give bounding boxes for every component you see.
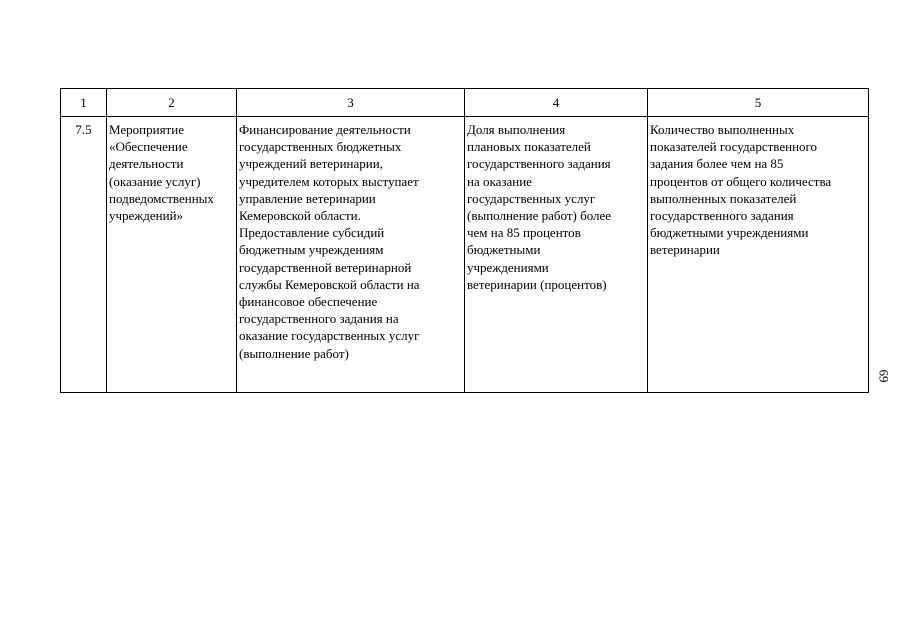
header-col-5: 5: [648, 89, 869, 117]
cell-line: управление ветеринарии: [239, 190, 376, 206]
cell-line: «Обеспечение: [109, 139, 188, 155]
header-row: [61, 89, 869, 117]
cell-line: Кемеровской области.: [239, 208, 361, 224]
page-number: 69: [876, 369, 892, 383]
cell-line: государственного задания: [467, 156, 611, 172]
header-col-3: 3: [237, 89, 465, 117]
cell-line: (выполнение работ): [239, 345, 349, 361]
cell-line: учреждений ветеринарии,: [239, 156, 383, 172]
cell-line: (выполнение работ) более: [467, 208, 612, 224]
header-col-1: 1: [61, 89, 107, 117]
cell-line: Количество выполненных: [650, 122, 795, 137]
cell-line: бюджетными: [467, 242, 541, 258]
row-number-cell: 7.5: [61, 117, 107, 393]
cell-line: учреждений»: [109, 208, 184, 224]
cell-line: бюджетным учреждениям: [239, 242, 384, 258]
cell-line: Доля выполнения: [467, 122, 566, 137]
cell-line: государственных услуг: [467, 190, 596, 206]
cell-line: Мероприятие: [109, 122, 184, 137]
cell-line: государственного задания: [650, 208, 794, 224]
measure-description-cell: [237, 117, 465, 393]
method-cell: [648, 117, 869, 393]
cell-line: учредителем которых выступает: [239, 173, 419, 189]
cell-line: оказание государственных услуг: [239, 328, 420, 344]
cell-line: процентов от общего количества: [650, 173, 832, 189]
cell-line: службы Кемеровской области на: [239, 276, 420, 292]
cell-line: чем на 85 процентов: [467, 225, 581, 241]
cell-line: Предоставление субсидий: [239, 225, 385, 241]
cell-line: выполненных показателей: [650, 190, 797, 206]
header-col-2: 2: [107, 89, 237, 117]
cell-line: финансовое обеспечение: [239, 294, 378, 310]
cell-line: государственной ветеринарной: [239, 259, 412, 275]
cell-line: плановых показателей: [467, 139, 591, 155]
cell-line: деятельности: [109, 156, 184, 172]
table-row: [61, 117, 869, 393]
cell-line: государственного задания на: [239, 311, 399, 327]
measures-table: [60, 88, 869, 393]
indicator-cell: [465, 117, 648, 393]
measure-name-cell: [107, 117, 237, 393]
cell-line: учреждениями: [467, 259, 549, 275]
cell-line: (оказание услуг): [109, 173, 201, 189]
cell-line: на оказание: [467, 173, 532, 189]
cell-line: Финансирование деятельности: [239, 122, 411, 137]
cell-line: показателей государственного: [650, 139, 818, 155]
cell-line: ветеринарии: [650, 242, 720, 258]
cell-line: подведомственных: [109, 190, 214, 206]
cell-line: ветеринарии (процентов): [467, 276, 607, 292]
cell-line: задания более чем на 85: [650, 156, 784, 172]
cell-line: государственных бюджетных: [239, 139, 402, 155]
cell-line: бюджетными учреждениями: [650, 225, 809, 241]
header-col-4: 4: [465, 89, 648, 117]
